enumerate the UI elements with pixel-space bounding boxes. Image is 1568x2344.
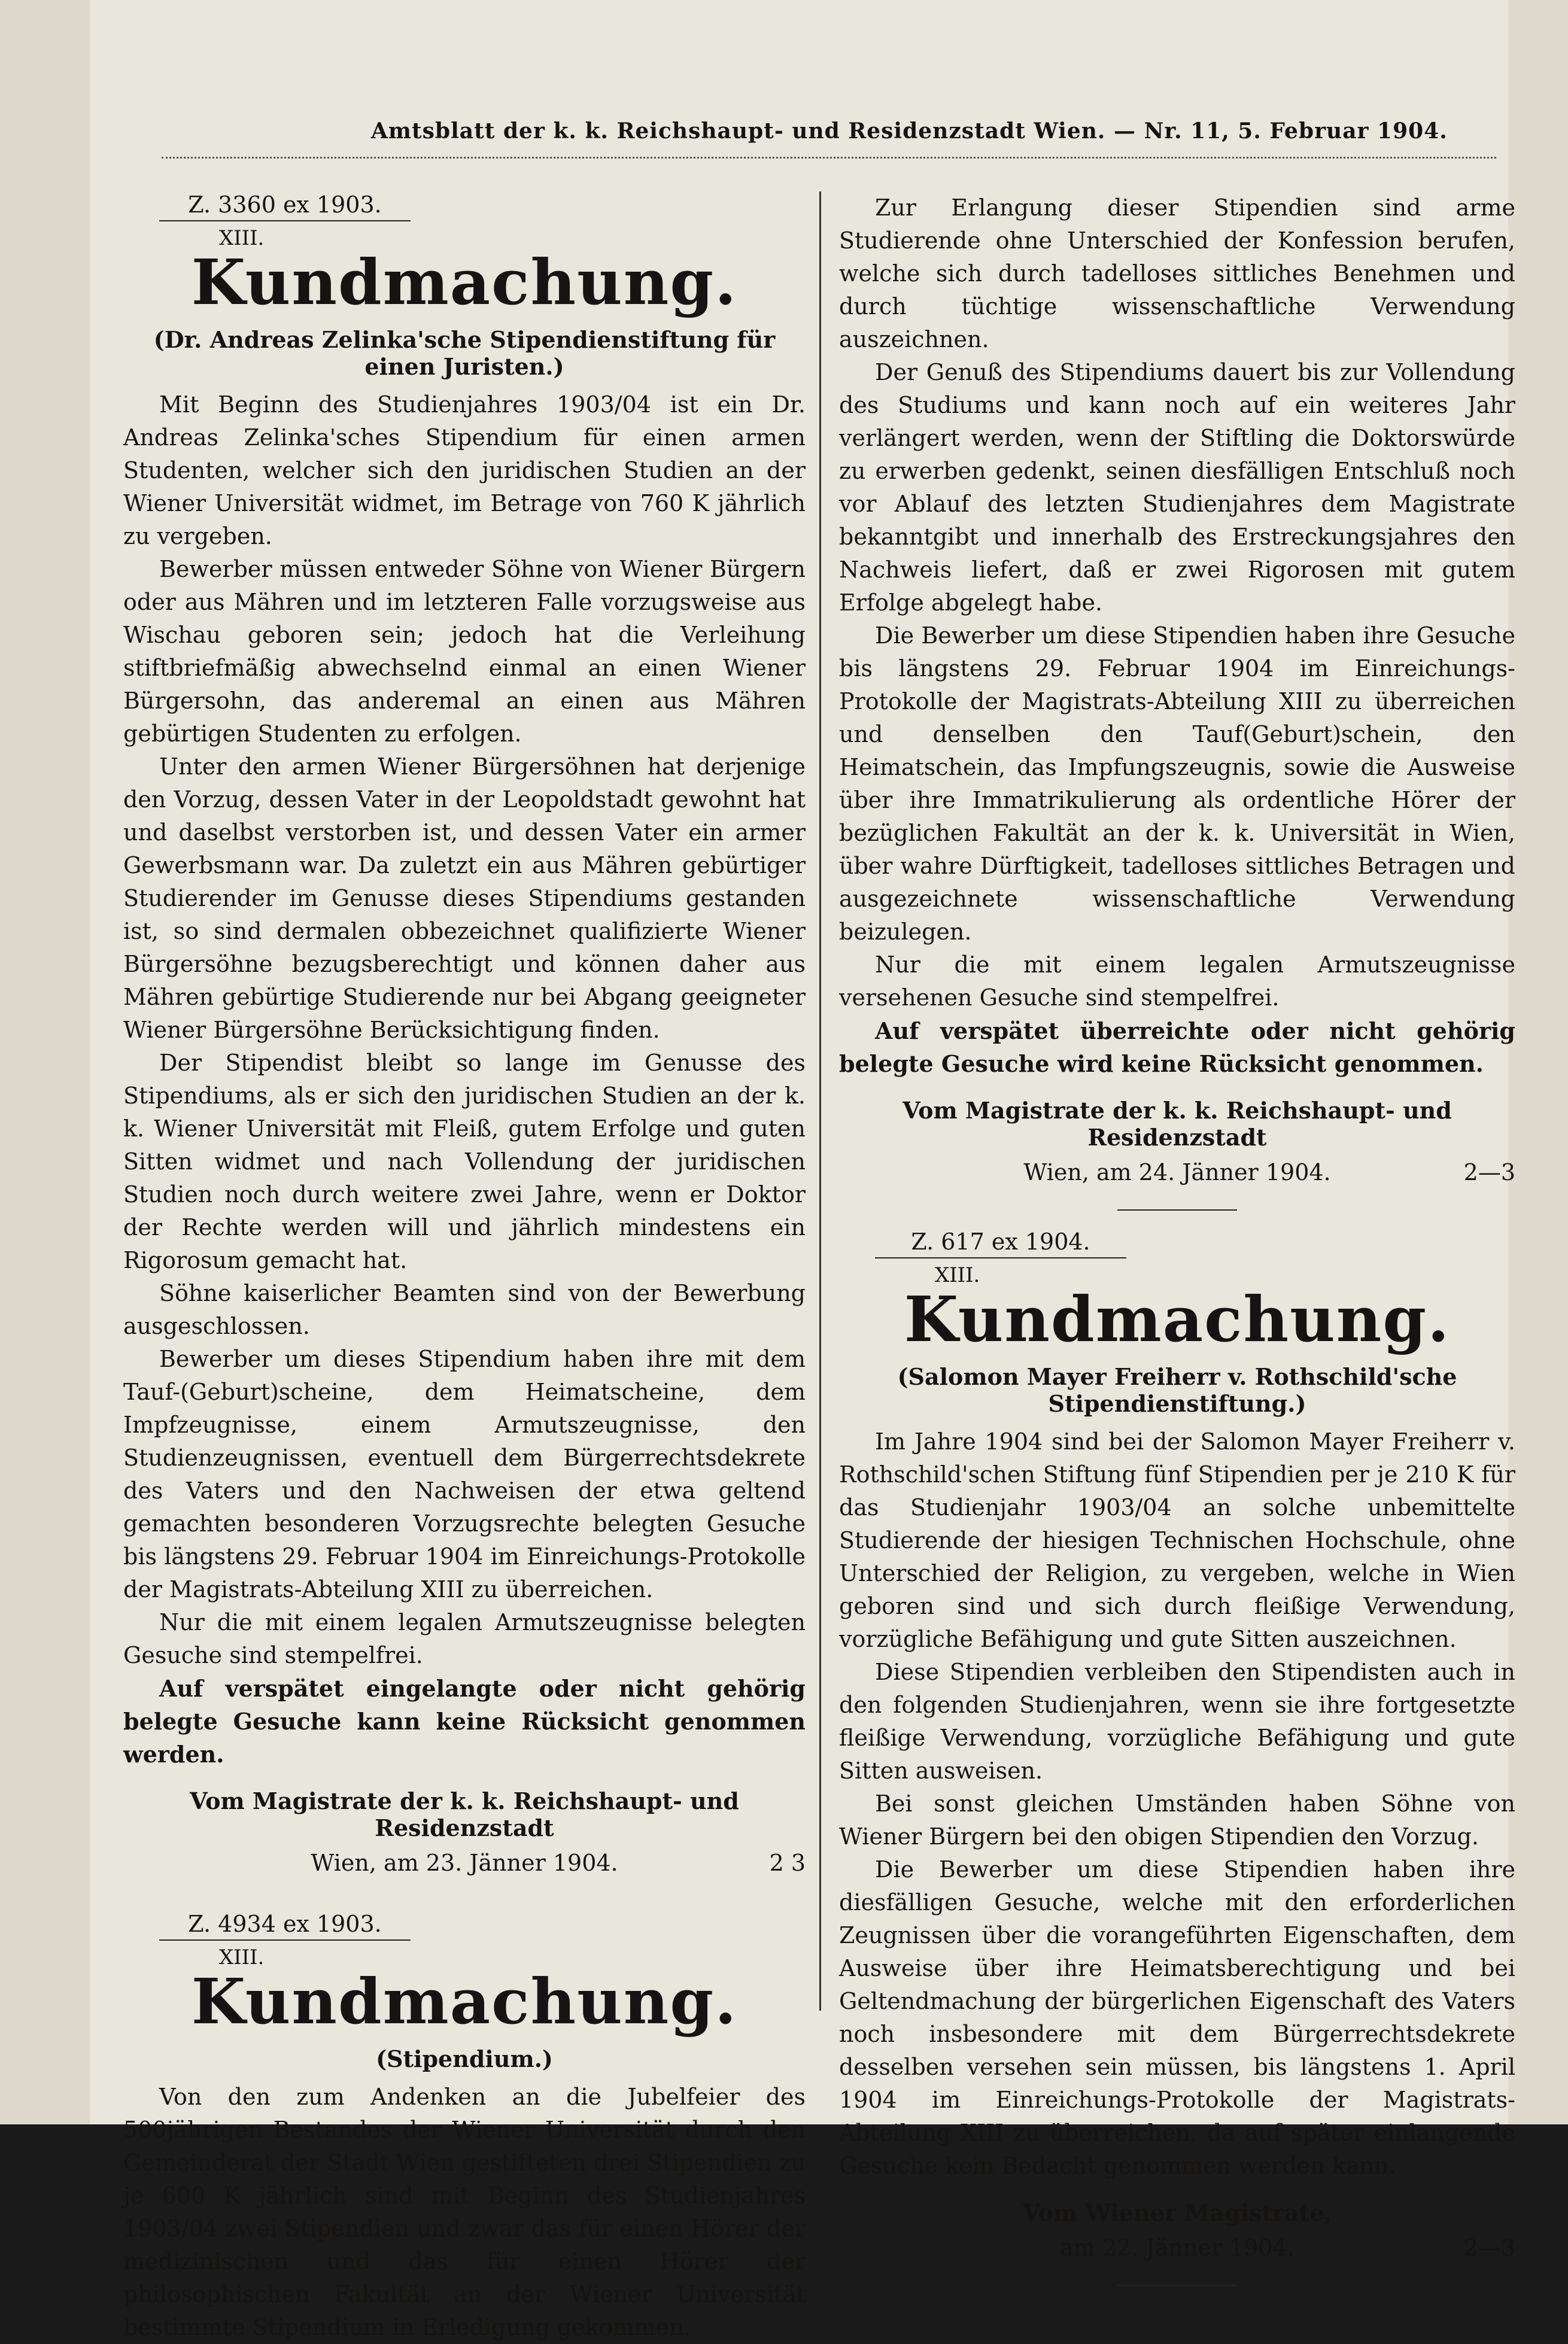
notice-title: Kundmachung. (904, 1282, 1451, 1356)
paragraph: Der Genuß des Stipendiums dauert bis zur Vollendung des Studiums und kann noch auf ein weiteres Jahr verlängert werden, wenn der Stiftling die Doktorswürde zu erwerben gedenkt, seinen diesfälligen Entschluß noch vor Ablauf des letzten Studienjahres dem Magistrate bekanntgibt und innerhalb des Erstreckungsjahres den Nachweis liefert, daß er zwei Rigorosen mit gutem Erfolge abgelegt habe. (839, 359, 1515, 616)
paragraph: Söhne kaiserlicher Beamten sind von der Bewerbung ausgeschlossen. (123, 1280, 806, 1339)
column-divider (819, 191, 821, 2011)
left-column (123, 191, 806, 2344)
reference-number: Z. 617 ex 1904. (875, 1229, 1126, 1258)
date-line (839, 2234, 1515, 2261)
notice-subtitle: (Salomon Mayer Freiherr v. Rothschild'sche Stipendienstiftung.) (897, 1363, 1457, 1417)
notice-title: Kundmachung. (191, 1965, 738, 2038)
notice-jubilee-continuation (839, 191, 1515, 1211)
paragraph: Die Bewerber um diese Stipendien haben ihre Gesuche bis längstens 29. Februar 1904 im Einreichungs-Protokolle der Magistrats-Abteilung XIII zu überreichen und denselben den Tauf(Geburt)schein, den Heimatschein, das Impfungszeugnis, sowie die Ausweise über ihre Immatrikulierung als ordentliche Hörer der bezüglichen Fakultät an der k. k. Universität in Wien, über wahre Dürftigkeit, tadelloses sittliches Betragen und ausgezeichnete wissenschaftliche Verwendung beizulegen. (839, 622, 1515, 945)
notice-zelinka (123, 191, 806, 1876)
paragraph: Mit Beginn des Studienjahres 1903/04 ist ein Dr. Andreas Zelinka'sches Stipendium für einen armen Studenten, welcher sich den juridischen Studien an der Wiener Universität widmet, im Betrage von 760 K jährlich zu vergeben. (123, 391, 806, 549)
notice-jubilee-stipend (123, 1911, 806, 2344)
date-line (839, 1159, 1515, 1185)
paragraph: Diese Stipendien verbleiben den Stipendisten auch in den folgenden Studienjahren, wenn sie ihre fortgesetzte fleißige Verwendung, vorzügliche Befähigung und gute Sitten ausweisen. (839, 1659, 1515, 1784)
section-number: XIII. (935, 1263, 980, 1287)
section-number: XIII. (219, 1945, 265, 1969)
date: am 22. Jänner 1904. (1060, 2234, 1294, 2261)
page-margin-left (0, 0, 90, 2124)
notice-subtitle: (Dr. Andreas Zelinka'sche Stipendienstiftung für einen Juristen.) (153, 326, 776, 380)
reference-number: Z. 4934 ex 1903. (159, 1911, 411, 1941)
date: Wien, am 23. Jänner 1904. (311, 1850, 618, 1876)
paragraph: Von den zum Andenken an die Jubelfeier des 500jährigen Bestandes der Wiener Universität durch den Gemeinderat der Stadt Wien gestifteten drei Stipendien zu je 600 K jährlich sind mit Beginn des Studienjahres 1903/04 zwei Stipendien und zwar das für einen Hörer der medizinischen und das für einen Hörer der philosophischen Fakultät an der Wiener Universität bestimmte Stipendium in Erledigung gekommen. (123, 2084, 806, 2340)
page-margin-right (1508, 0, 1568, 2124)
paragraph: Zur Erlangung dieser Stipendien sind arme Studierende ohne Unterschied der Konfession berufen, welche sich durch tadelloses sittliches Benehmen und durch tüchtige wissenschaftliche Verwendung auszeichnen. (839, 194, 1515, 352)
insertion-count: 2—3 (1463, 2234, 1515, 2261)
date: Wien, am 24. Jänner 1904. (1023, 1159, 1331, 1185)
section-number: XIII. (219, 226, 265, 250)
paragraph: Bewerber müssen entweder Söhne von Wiener Bürgern oder aus Mähren und im letzteren Falle vorzugsweise aus Wischau geboren sein; jedoch hat die Verleihung stiftbriefmäßig abwechselnd einmal an einen Wiener Bürgersohn, das anderemal an einen aus Mähren gebürtigen Studenten zu erfolgen. (123, 556, 806, 747)
signature: Vom Magistrate der k. k. Reichshaupt- und Residenzstadt (190, 1787, 739, 1841)
notice-subtitle: (Stipendium.) (376, 2045, 553, 2072)
paragraph: Der Stipendist bleibt so lange im Genusse des Stipendiums, als er sich den juridischen Studien an der k. k. Wiener Universität mit Fleiß, gutem Erfolge und guten Sitten widmet und nach Vollendung der juridischen Studien noch durch weitere zwei Jahre, wenn er Doktor der Rechte werden will und jährlich mindestens ein Rigorosum gemacht hat. (123, 1050, 806, 1273)
separator-rule (1117, 2285, 1237, 2286)
date-line (123, 1850, 806, 1876)
page-header: Amtsblatt der k. k. Reichshaupt- und Residenzstadt Wien. — Nr. 11, 5. Februar 1904. (371, 118, 1448, 144)
right-column (839, 191, 1515, 2286)
header-rule (162, 157, 1496, 159)
insertion-count: 2—3 (1463, 1159, 1515, 1185)
notice-rothschild (839, 1229, 1515, 2286)
closing-statement: Auf verspätet überreichte oder nicht gehörig belegte Gesuche wird keine Rücksicht genommen. (839, 1017, 1515, 1077)
reference-number: Z. 3360 ex 1903. (159, 191, 411, 221)
paragraph: Bewerber um dieses Stipendium haben ihre mit dem Tauf-(Geburt)scheine, dem Heimatscheine, dem Impfzeugnisse, einem Armutszeugnisse, den Studienzeugnissen, eventuell dem Bürgerrechtsdekrete des Vaters und den Nachweisen der etwa geltend gemachten besonderen Vorzugsrechte belegten Gesuche bis längstens 29. Februar 1904 im Einreichungs-Protokolle der Magistrats-Abteilung XIII zu überreichen. (123, 1346, 806, 1603)
separator-rule (1117, 1209, 1237, 1211)
paragraph: Bei sonst gleichen Umständen haben Söhne von Wiener Bürgern bei den obigen Stipendien den Vorzug. (839, 1790, 1515, 1850)
insertion-count: 2 3 (769, 1850, 806, 1876)
closing-statement: Auf verspätet eingelangte oder nicht gehörig belegte Gesuche kann keine Rücksicht genommen werden. (123, 1675, 806, 1768)
notice-title: Kundmachung. (191, 245, 738, 319)
signature: Vom Wiener Magistrate, (1022, 2199, 1332, 2226)
paragraph: Im Jahre 1904 sind bei der Salomon Mayer Freiherr v. Rothschild'schen Stiftung fünf Stipendien per je 210 K für das Studienjahr 1903/04 an solche unbemittelte Studierende der hiesigen Technischen Hochschule, ohne Unterschied der Religion, zu vergeben, welche in Wien geboren sind und sich durch fleißige Verwendung, vorzügliche Befähigung und gute Sitten auszeichnen. (839, 1428, 1515, 1652)
paragraph: Unter den armen Wiener Bürgersöhnen hat derjenige den Vorzug, dessen Vater in der Leopoldstadt gewohnt hat und daselbst verstorben ist, und dessen Vater ein armer Gewerbsmann war. Da zuletzt ein aus Mähren gebürtiger Studierender im Genusse dieses Stipendiums gestanden ist, so sind dermalen obbezeichnet qualifizierte Wiener Bürgersöhne bezugsberechtigt und können daher aus Mähren gebürtige Studierende nur bei Abgang geeigneter Wiener Bürgersöhne Berücksichtigung finden. (123, 753, 806, 1043)
paragraph: Nur die mit einem legalen Armutszeugnisse belegten Gesuche sind stempelfrei. (123, 1609, 806, 1668)
paragraph: Die Bewerber um diese Stipendien haben ihre diesfälligen Gesuche, welche mit den erforderlichen Zeugnissen über die vorangeführten Eigenschaften, dem Ausweise über ihre Heimatsberechtigung und bei Geltendmachung der bürgerlichen Eigenschaft des Vaters noch insbesondere mit dem Bürgerrechtsdekrete desselben versehen sein müssen, bis längstens 1. April 1904 im Einreichungs-Protokolle der Magistrats-Abteilung XIII zu überreichen, da auf später einlangende Gesuche kein Bedacht genommen werden kann. (839, 1856, 1515, 2179)
paragraph: Nur die mit einem legalen Armutszeugnisse versehenen Gesuche sind stempelfrei. (839, 951, 1515, 1011)
signature: Vom Magistrate der k. k. Reichshaupt- und Residenzstadt (902, 1097, 1452, 1151)
